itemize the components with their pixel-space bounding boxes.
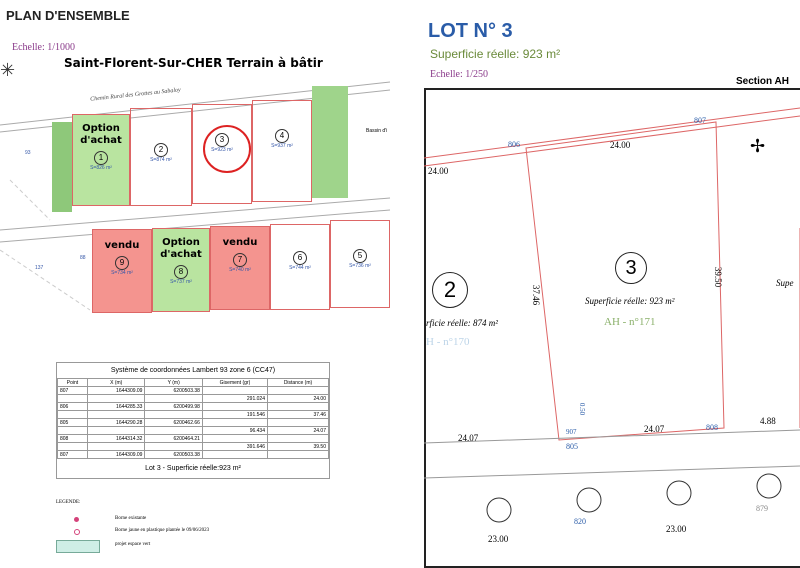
plan-scale: Echelle: 1/1000 xyxy=(12,42,76,53)
dimension: 4.88 xyxy=(760,416,776,426)
dimension: 39.50 xyxy=(713,266,724,288)
lot-surface: S=736 m² xyxy=(349,263,371,269)
dimension: 24.07 xyxy=(458,433,479,443)
table-row: 807 1644309.09 6200503.38 xyxy=(58,451,329,459)
lot-tag: vendu xyxy=(222,237,258,248)
lot-surface-header: Superficie réelle: 923 m² xyxy=(430,47,561,61)
lot-surface: S=740 m² xyxy=(229,267,251,273)
dimension: 23.00 xyxy=(666,524,687,534)
col-header: X (m) xyxy=(88,379,145,387)
plan-subtitle: Saint-Florent-Sur-CHER Terrain à bâtir xyxy=(64,56,323,70)
dimension: 23.00 xyxy=(488,534,509,544)
green-strip xyxy=(52,122,72,212)
dimension: 907 xyxy=(566,428,577,436)
lot-number: 5 xyxy=(353,249,367,263)
dimension: 37.46 xyxy=(531,284,542,306)
legend-item: Borne jaune en plastique plantée le 09/06/2023 xyxy=(115,528,210,533)
point-label: 806 xyxy=(508,140,520,149)
col-header: Distance (m) xyxy=(267,379,328,387)
lot-surface: S=734 m² xyxy=(111,270,133,276)
lot-surface: S=874 m² xyxy=(150,157,172,163)
legend-item: Borne existante xyxy=(115,516,147,521)
parcel-label: 93 xyxy=(25,150,31,156)
lot-scale: Echelle: 1/250 xyxy=(430,69,489,80)
lot-tag: vendu xyxy=(104,240,140,251)
lot-surface: S=737 m² xyxy=(170,279,192,285)
lot-number: 9 xyxy=(115,256,129,270)
lot-title: LOT N° 3 xyxy=(428,20,513,42)
table-row: 391.646 39.50 xyxy=(58,443,329,451)
point-label: 879 xyxy=(756,504,768,513)
dimension: 0.50 xyxy=(578,402,587,416)
table-title: Système de coordonnées Lambert 93 zone 6 (CC47) xyxy=(110,367,276,374)
new-marker-icon xyxy=(74,529,80,535)
lot-9[interactable] xyxy=(92,229,152,313)
compass-icon: ✳ xyxy=(0,60,16,80)
lot-2-surface: rficie réelle: 874 m² xyxy=(426,318,498,328)
lot-tag: Option d'achat xyxy=(160,237,202,260)
lot-2-number: 2 xyxy=(432,272,468,308)
compass-icon: ✢ xyxy=(750,136,766,156)
dimension: 24.00 xyxy=(610,140,631,150)
lot-3[interactable] xyxy=(192,104,252,204)
lot-1[interactable] xyxy=(72,114,130,206)
lot-surface: S=826 m² xyxy=(90,165,112,171)
lot-number: 2 xyxy=(154,143,168,157)
table-row: 96.434 24.07 xyxy=(58,427,329,435)
parcel-label: 88 xyxy=(80,255,86,261)
point-label: 808 xyxy=(706,423,718,432)
col-header: Gisement (gr) xyxy=(202,379,267,387)
lot-number: 3 xyxy=(215,133,229,147)
point-label: 805 xyxy=(566,442,578,451)
dimension: 24.00 xyxy=(428,166,449,176)
lot-surface: S=744 m² xyxy=(289,265,311,271)
table-row: 807 1644309.09 6200503.38 xyxy=(58,387,329,395)
table-row: 805 1644290.28 6200462.66 xyxy=(58,419,329,427)
parcel-label: 137 xyxy=(35,265,44,271)
point-label: 807 xyxy=(694,116,706,125)
dimension: 24.07 xyxy=(644,424,665,434)
lot-6[interactable] xyxy=(270,224,330,310)
green-strip xyxy=(312,86,348,198)
table-row: 291.024 24.00 xyxy=(58,395,329,403)
legend-item: projet espace vert xyxy=(115,542,151,547)
basin-label: Bassin d'i xyxy=(366,128,388,134)
point-label: 820 xyxy=(574,517,586,526)
lot-4-surface: Supe xyxy=(776,278,794,288)
highlight-circle xyxy=(203,125,251,173)
lot-5[interactable] xyxy=(330,220,390,308)
section-label: Section AH xyxy=(736,76,789,87)
table-row: 191.546 37.46 xyxy=(58,411,329,419)
col-header: Point xyxy=(58,379,88,387)
road-label: Chemin Rural des Grottes au Sabaloy xyxy=(89,87,182,103)
table-footer: Lot 3 - Superficie réelle:923 m² xyxy=(145,465,241,472)
legend-title: LEGENDE: xyxy=(56,500,81,505)
lot-number: 7 xyxy=(233,253,247,267)
green-space-swatch xyxy=(56,540,100,553)
lot-number: 4 xyxy=(275,129,289,143)
table-row: 808 1644314.32 6200464.21 xyxy=(58,435,329,443)
lot-8[interactable] xyxy=(152,228,210,312)
lot-4[interactable] xyxy=(252,100,312,202)
lot-3-ref: AH - n°171 xyxy=(604,316,656,328)
existing-marker-icon xyxy=(74,517,79,522)
col-header: Y (m) xyxy=(145,379,202,387)
lot-tag: Option d'achat xyxy=(80,123,122,146)
lot-surface: S=923 m² xyxy=(211,147,233,153)
lot-3-number: 3 xyxy=(615,252,647,284)
lot-number: 8 xyxy=(174,265,188,279)
lot-surface: S=937 m² xyxy=(271,143,293,149)
lot-2[interactable] xyxy=(130,108,192,206)
lot-3-surface: Superficie réelle: 923 m² xyxy=(585,296,675,306)
lot-7[interactable] xyxy=(210,226,270,310)
plan-title: PLAN D'ENSEMBLE xyxy=(6,8,130,23)
lot-2-ref: H - n°170 xyxy=(426,336,470,348)
lot-number: 1 xyxy=(94,151,108,165)
lot-number: 6 xyxy=(293,251,307,265)
coordinates-table xyxy=(56,362,330,479)
table-row: 806 1644285.33 6200499.98 xyxy=(58,403,329,411)
